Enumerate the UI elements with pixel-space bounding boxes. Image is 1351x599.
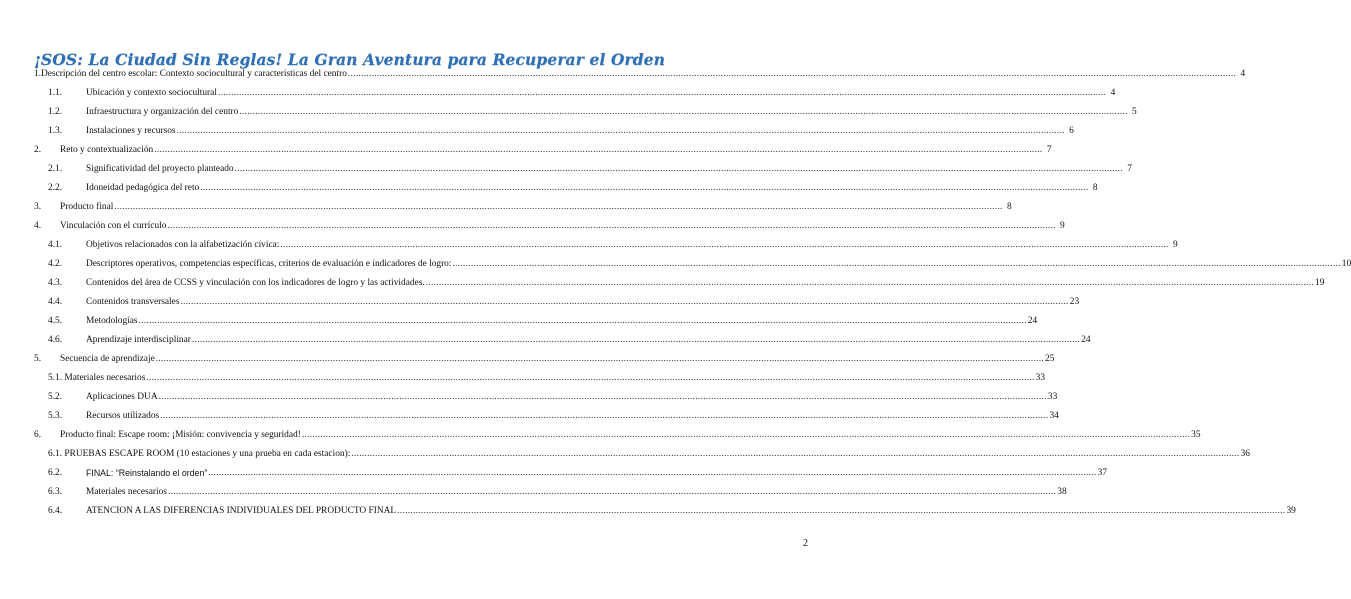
toc-entry-page: 5	[1131, 107, 1137, 117]
toc-entry-number: 4.2.	[48, 259, 63, 269]
toc-leader-dots	[177, 125, 1065, 137]
toc-leader-dots	[208, 467, 1096, 479]
toc-entry-label: FINAL: “Reinstalando el orden”	[86, 468, 208, 478]
toc-entry-number: 5.	[34, 354, 42, 364]
toc-entry[interactable]	[34, 464, 1107, 479]
toc-entry[interactable]	[34, 445, 1250, 460]
toc-entry-page: 34	[1049, 411, 1059, 421]
toc-entry-number: 4.3.	[48, 278, 63, 288]
toc-entry-number: 1.2.	[48, 107, 63, 117]
toc-entry-label: Infraestructura y organización del centro	[86, 107, 239, 117]
toc-entry-label: Contenidos transversales	[86, 297, 180, 307]
toc-entry-page: 19	[1315, 278, 1325, 288]
toc-entry[interactable]	[34, 65, 1246, 80]
toc-entry[interactable]	[34, 407, 1059, 422]
toc-leader-dots	[235, 163, 1123, 175]
toc-entry-number: 2.	[34, 145, 42, 155]
toc-entry-number: 4.	[34, 221, 42, 231]
toc-entry[interactable]	[34, 331, 1091, 346]
toc-entry-label: Descriptores operativos, competencias específicas, criterios de evaluación e indicadores de logro:	[86, 259, 452, 269]
toc-entry[interactable]	[34, 502, 1296, 517]
toc-entry-page: 9	[1173, 240, 1178, 250]
toc-leader-dots	[114, 201, 1002, 213]
toc-entry-page: 33	[1035, 373, 1046, 383]
page-number: 2	[803, 538, 808, 549]
toc-entry-label: Producto final: Escape room: ¡Misión: convivencia y seguridad!	[60, 430, 301, 440]
toc-leader-dots	[426, 277, 1314, 289]
toc-entry-label: Reto y contextualización	[60, 145, 154, 155]
toc-entry[interactable]	[34, 388, 1058, 403]
toc-entry-page: 8	[1007, 202, 1012, 212]
toc-entry-label: Ubicación y contexto sociocultural	[86, 88, 217, 98]
toc-entry-page: 35	[1191, 430, 1201, 440]
toc-leader-dots	[159, 391, 1047, 403]
toc-entry-number: 6.4.	[48, 506, 63, 516]
toc-entry-number: 1.3.	[48, 126, 63, 136]
toc-entry-page: 23	[1069, 297, 1080, 307]
toc-entry-number: 1.1.	[48, 88, 63, 98]
toc-entry-number: 2.2.	[48, 183, 63, 193]
toc-entry-number: 6.2.	[48, 468, 63, 478]
toc-entry-number: 2.1.	[48, 164, 63, 174]
toc-entry-page: 7	[1127, 164, 1132, 174]
toc-entry[interactable]	[34, 312, 1038, 327]
toc-entry[interactable]	[34, 236, 1178, 251]
toc-entry-label: Significatividad del proyecto planteado	[86, 164, 234, 174]
document-title: ¡SOS: La Ciudad Sin Reglas! La Gran Aventura para Recuperar el Orden	[34, 50, 665, 69]
toc-entry-label: Producto final	[60, 202, 114, 212]
toc-entry-page: 4	[1240, 69, 1246, 79]
toc-entry-label: Recursos utilizados	[86, 411, 160, 421]
toc-entry[interactable]	[34, 141, 1052, 156]
toc-entry-page: 39	[1286, 506, 1296, 516]
toc-entry-number: 4.4.	[48, 297, 63, 307]
toc-entry-page: 33	[1047, 392, 1058, 402]
toc-entry-number: 4.1.	[48, 240, 63, 250]
toc-entry-label: 6.1. PRUEBAS ESCAPE ROOM (10 estaciones y una prueba en cada estacion):	[48, 449, 351, 459]
toc-entry[interactable]	[34, 274, 1325, 289]
toc-entry-number: 4.6.	[48, 335, 63, 345]
toc-leader-dots	[146, 372, 1034, 384]
toc-entry-page: 36	[1240, 449, 1250, 459]
toc-entry[interactable]	[34, 84, 1116, 99]
toc-entry-label: Instalaciones y recursos	[86, 126, 176, 136]
toc-leader-dots	[154, 144, 1042, 156]
toc-leader-dots	[452, 258, 1340, 270]
toc-entry-page: 24	[1081, 335, 1091, 345]
toc-leader-dots	[348, 68, 1236, 80]
toc-entry[interactable]	[34, 122, 1074, 137]
toc-entry-page: 37	[1097, 468, 1107, 478]
toc-entry-page: 7	[1046, 145, 1052, 155]
toc-entry-page: 6	[1069, 126, 1074, 136]
toc-entry-page: 9	[1060, 221, 1065, 231]
toc-entry-page: 4	[1110, 88, 1116, 98]
toc-entry-page: 25	[1045, 354, 1055, 364]
toc-entry-number: 6.	[34, 430, 42, 440]
toc-entry-label: Contenidos del área de CCSS y vinculación con los indicadores de logro y las actividades.	[86, 278, 425, 288]
toc-entry[interactable]	[34, 198, 1012, 213]
toc-entry-label: Secuencia de aprendizaje	[60, 354, 155, 364]
toc-leader-dots	[280, 239, 1168, 251]
toc-leader-dots	[218, 87, 1106, 99]
toc-leader-dots	[167, 220, 1055, 232]
toc-entry-page: 24	[1027, 316, 1038, 326]
toc-entry-label: Vinculación con el currículo	[60, 221, 167, 231]
toc-entry-number: 5.2.	[48, 392, 63, 402]
toc-entry[interactable]	[34, 350, 1055, 365]
toc-entry-page: 10	[1341, 259, 1351, 269]
toc-leader-dots	[139, 315, 1027, 327]
toc-entry-page: 8	[1092, 183, 1098, 193]
toc-leader-dots	[351, 448, 1239, 460]
toc-entry-number: 3.	[34, 202, 42, 212]
toc-leader-dots	[160, 410, 1048, 422]
toc-leader-dots	[168, 486, 1056, 498]
toc-entry-label: Aplicaciones DUA	[86, 392, 158, 402]
toc-leader-dots	[397, 505, 1285, 517]
toc-leader-dots	[156, 353, 1044, 365]
toc-entry[interactable]	[34, 255, 1351, 270]
toc-entry[interactable]	[34, 426, 1201, 441]
toc-entry[interactable]	[34, 369, 1046, 384]
toc-leader-dots	[302, 429, 1190, 441]
toc-entry-label: 1.Descripción del centro escolar: Contexto sociocultural y características del centro	[34, 69, 347, 79]
toc-entry-label: Materiales necesarios	[86, 487, 167, 497]
toc-leader-dots	[200, 182, 1088, 194]
toc-entry-page: 38	[1057, 487, 1067, 497]
toc-leader-dots	[180, 296, 1068, 308]
toc-entry[interactable]	[34, 179, 1098, 194]
toc-entry-label: ATENCION A LAS DIFERENCIAS INDIVIDUALES DEL PRODUCTO FINAL	[86, 506, 397, 516]
toc-entry[interactable]	[34, 483, 1067, 498]
toc-entry[interactable]	[34, 293, 1080, 308]
toc-entry-label: Objetivos relacionados con la alfabetización cívica:	[86, 240, 280, 250]
toc-leader-dots	[239, 106, 1127, 118]
toc-leader-dots	[192, 334, 1080, 346]
toc-entry[interactable]	[34, 217, 1065, 232]
toc-entry-number: 6.3.	[48, 487, 63, 497]
toc-entry[interactable]	[34, 160, 1132, 175]
toc-entry-label: Aprendizaje interdisciplinar	[86, 335, 191, 345]
toc-entry-label: 5.1. Materiales necesarios	[48, 373, 146, 383]
toc-entry-number: 5.3.	[48, 411, 63, 421]
toc-entry-label: Idoneidad pedagógica del reto	[86, 183, 200, 193]
toc-entry[interactable]	[34, 103, 1137, 118]
toc-entry-number: 4.5.	[48, 316, 63, 326]
toc-entry-label: Metodologías	[86, 316, 138, 326]
